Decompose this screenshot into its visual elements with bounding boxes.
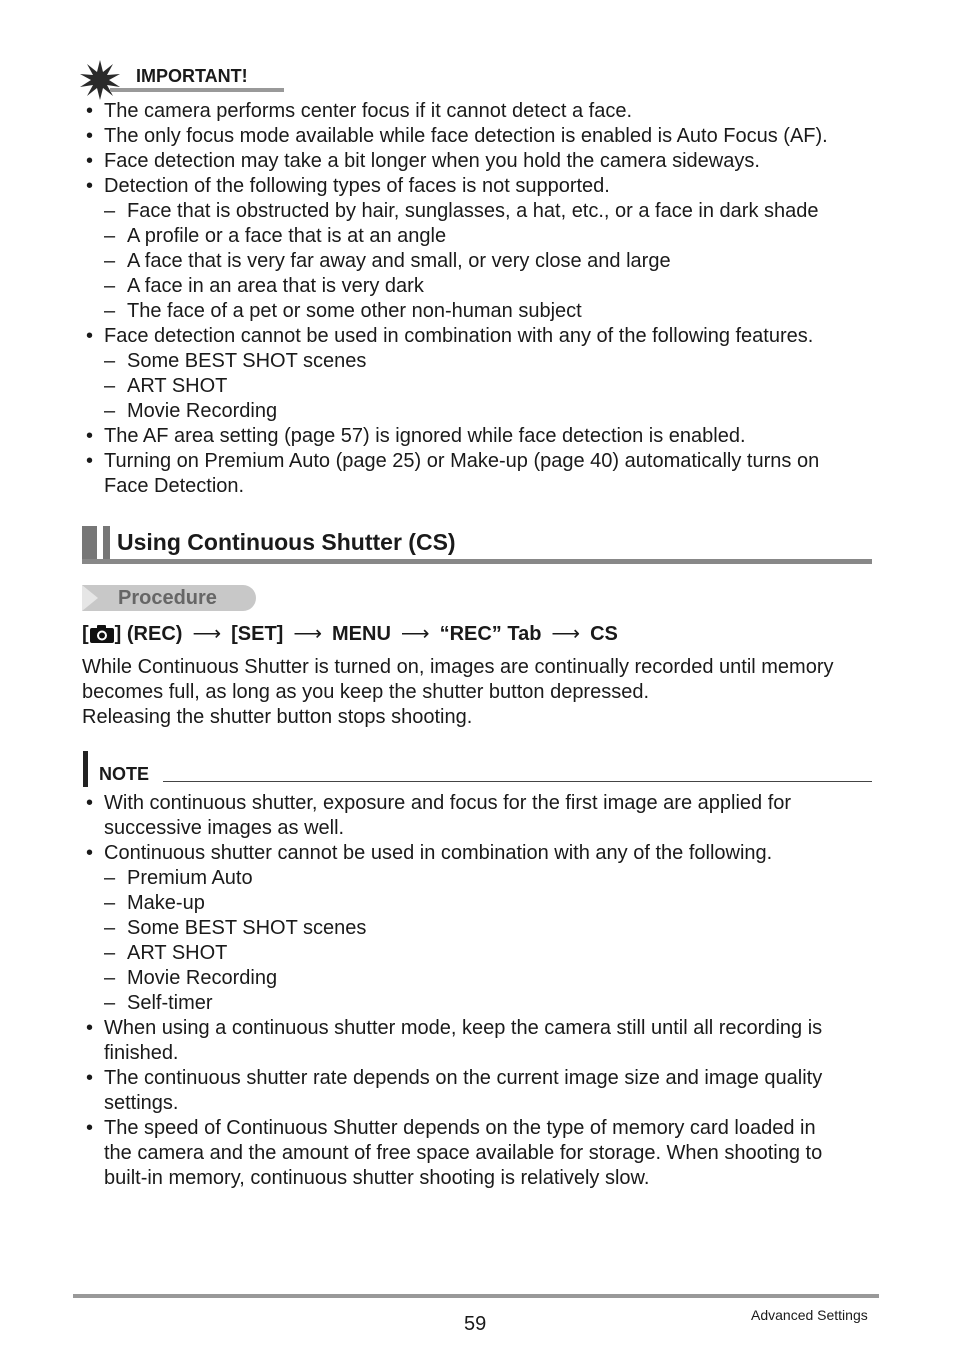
important-underline (110, 88, 284, 92)
dash-marker: – (104, 942, 116, 964)
sub-item: Some BEST SHOT scenes (127, 350, 367, 372)
important-label: IMPORTANT! (136, 66, 248, 86)
sub-item: A face that is very far away and small, or very close and large (127, 250, 671, 272)
bullet-item: The only focus mode available while face detection is enabled is Auto Focus (AF). (104, 125, 828, 147)
bullet-item: The continuous shutter rate depends on the current image size and image quality (104, 1067, 823, 1089)
bullet-item-continuation: the camera and the amount of free space available for storage. When shooting to (104, 1142, 823, 1164)
bullet-item-continuation: built-in memory, continuous shutter shooting is relatively slow. (104, 1167, 650, 1189)
section-underline (82, 559, 872, 564)
right-arrow-icon: ⟶ (551, 623, 581, 645)
bullet-item: Face detection cannot be used in combination with any of the following features. (104, 325, 814, 347)
bullet-item-continuation: finished. (104, 1042, 179, 1064)
camera-icon (89, 624, 115, 644)
body-paragraph-line: becomes full, as long as you keep the shutter button depressed. (82, 681, 650, 703)
body-paragraph-line: While Continuous Shutter is turned on, images are continually recorded until memory (82, 656, 834, 678)
bullet-item: The AF area setting (page 57) is ignored while face detection is enabled. (104, 425, 746, 447)
bullet-marker: • (86, 792, 94, 814)
bullet-item: Detection of the following types of faces is not supported. (104, 175, 610, 197)
bullet-item: The speed of Continuous Shutter depends on the type of memory card loaded in (104, 1117, 816, 1139)
menu-path (82, 620, 618, 648)
sub-item: A face in an area that is very dark (127, 275, 424, 297)
path-rec: ] (REC) (114, 623, 183, 645)
bullet-item: The camera performs center focus if it cannot detect a face. (104, 100, 633, 122)
sub-item: A profile or a face that is at an angle (127, 225, 447, 247)
bullet-marker: • (86, 150, 94, 172)
sub-item: The face of a pet or some other non-human subject (127, 300, 582, 322)
sub-item: ART SHOT (127, 375, 228, 397)
bullet-marker: • (86, 175, 94, 197)
bullet-item-continuation: successive images as well. (104, 817, 345, 839)
bullet-item: With continuous shutter, exposure and focus for the first image are applied for (104, 792, 792, 814)
bullet-marker: • (86, 125, 94, 147)
sub-item: Premium Auto (127, 867, 253, 889)
bullet-item: Turning on Premium Auto (page 25) or Make-up (page 40) automatically turns on (104, 450, 820, 472)
bullet-item-continuation: settings. (104, 1092, 179, 1114)
bullet-item: When using a continuous shutter mode, keep the camera still until all recording is (104, 1017, 823, 1039)
sub-item: Some BEST SHOT scenes (127, 917, 367, 939)
sub-item: Self-timer (127, 992, 213, 1014)
dash-marker: – (104, 867, 116, 889)
dash-marker: – (104, 375, 116, 397)
bullet-marker: • (86, 1067, 94, 1089)
path-rec-tab: “REC” Tab (439, 623, 542, 645)
important-starburst-icon (80, 60, 120, 100)
dash-marker: – (104, 917, 116, 939)
sub-item: Movie Recording (127, 400, 278, 422)
right-arrow-icon: ⟶ (400, 623, 430, 645)
bullet-marker: • (86, 425, 94, 447)
bullet-marker: • (86, 450, 94, 472)
right-arrow-icon: ⟶ (293, 623, 322, 645)
body-paragraph-line: Releasing the shutter button stops shooting. (82, 706, 473, 728)
dash-marker: – (104, 275, 116, 297)
path-menu: MENU (332, 623, 391, 645)
sub-item: Movie Recording (127, 967, 278, 989)
path-cs: CS (590, 623, 618, 645)
bullet-marker: • (86, 100, 94, 122)
bullet-marker: • (86, 1017, 94, 1039)
bullet-item: Face detection may take a bit longer when you hold the camera sideways. (104, 150, 760, 172)
bullet-item-continuation: Face Detection. (104, 475, 245, 497)
footer-section-name: Advanced Settings (751, 1307, 868, 1323)
note-label: NOTE (99, 764, 150, 784)
bullet-marker: • (86, 1117, 94, 1139)
section-title: Using Continuous Shutter (CS) (117, 529, 456, 555)
page-number: 59 (464, 1313, 487, 1335)
dash-marker: – (104, 892, 116, 914)
dash-marker: – (104, 400, 116, 422)
dash-marker: – (104, 350, 116, 372)
dash-marker: – (104, 250, 116, 272)
sub-item: Face that is obstructed by hair, sunglasses, a hat, etc., or a face in dark shade (127, 200, 819, 222)
dash-marker: – (104, 992, 116, 1014)
footer-rule (73, 1294, 879, 1298)
bullet-marker: • (86, 325, 94, 347)
dash-marker: – (104, 300, 116, 322)
dash-marker: – (104, 200, 116, 222)
right-arrow-icon: ⟶ (192, 623, 222, 645)
dash-marker: – (104, 967, 116, 989)
bullet-item: Continuous shutter cannot be used in combination with any of the following. (104, 842, 773, 864)
note-bar (83, 751, 88, 787)
dash-marker: – (104, 225, 116, 247)
procedure-label: Procedure (118, 587, 217, 609)
sub-item: ART SHOT (127, 942, 228, 964)
path-bracket-open: [ (82, 623, 89, 645)
sub-item: Make-up (127, 892, 205, 914)
note-rule (163, 781, 872, 782)
bullet-marker: • (86, 842, 94, 864)
path-set: [SET] (231, 623, 284, 645)
